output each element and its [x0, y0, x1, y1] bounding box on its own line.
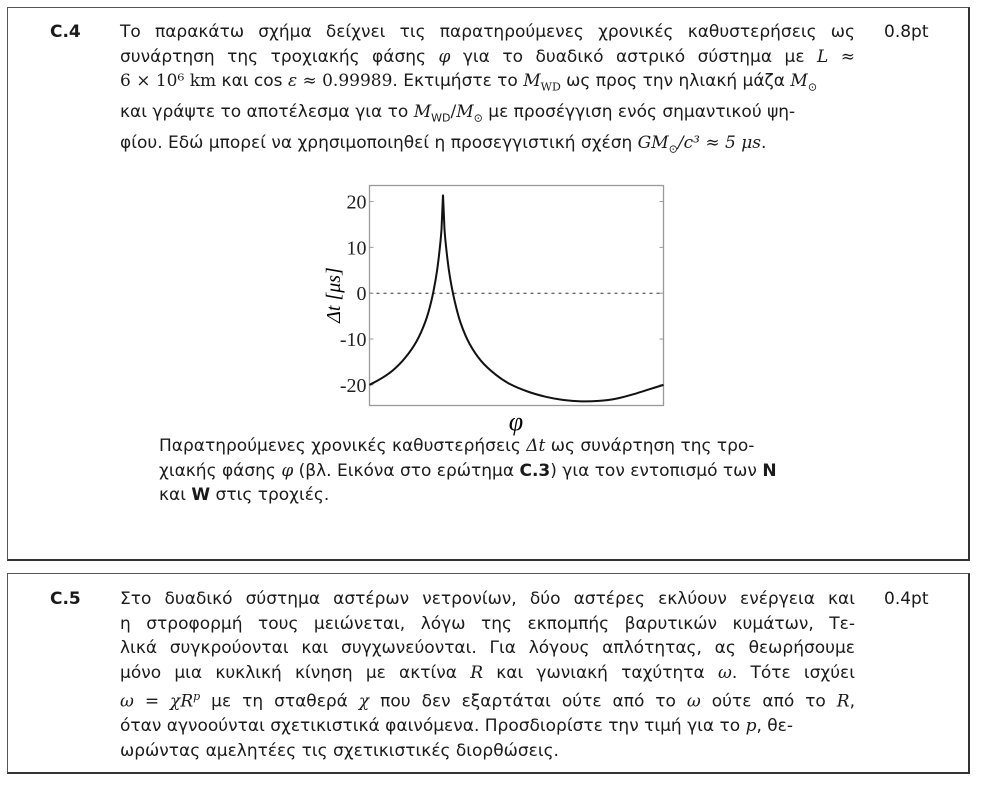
text-span: Στο δυαδικό σύστημα αστέρων νετρονίων, δύο αστέρες εκλύουν ενέργεια και [120, 589, 855, 609]
text-span: στις τροχιές. [210, 485, 330, 505]
text-span: ως προς την ηλιακή μάζα [560, 71, 791, 91]
figure-caption [159, 434, 777, 508]
text-span: χιακής φάσης [159, 460, 282, 481]
caption-line [159, 483, 777, 508]
text-line [120, 739, 855, 764]
math-L: L ≈ [817, 46, 856, 67]
math-distance: 6 × 10⁶ km [120, 71, 217, 91]
math-chi: χ [358, 691, 370, 712]
text-span: . Εκτιμήστε το [392, 71, 524, 91]
y-axis-label: Δt [μs] [323, 267, 345, 323]
math-phi: φ [438, 46, 451, 67]
math-exponent-p: p [193, 690, 201, 703]
text-line [120, 685, 855, 714]
text-span: και γράψτε το αποτέλεσμα για το [120, 101, 414, 122]
text-line [120, 636, 855, 661]
text-span: μόνο μια κυκλική κίνηση με ακτίνα [120, 662, 471, 683]
y-tick-label: 10 [346, 237, 367, 260]
text-span: με τη σταθερά [200, 691, 359, 712]
math-phi: φ [281, 460, 294, 481]
text-span: , [849, 691, 856, 712]
label-W: W [191, 485, 211, 505]
math-sun-symbol: ⊙ [807, 80, 818, 94]
text-span: που δεν εξαρτάται ούτε από το [369, 691, 687, 712]
text-span: όταν αγνοούνται σχετικιστικά φαινόμενα. Προσδιορίστε την τιμή για το [120, 716, 746, 737]
text-span: και cos [216, 71, 288, 91]
text-span: φίου. Εδώ μπορεί να χρησιμοποιηθεί η προσεγγιστική σχέση [120, 132, 638, 153]
math-sun-symbol: ⊙ [668, 142, 678, 156]
text-span: (βλ. Εικόνα στο ερώτημα [293, 460, 520, 481]
math-relation: /c³ ≈ 5 μs [677, 132, 761, 153]
math-slash: / [450, 101, 457, 122]
question-points: 0.8pt [884, 22, 929, 42]
text-span: ) για τον εντοπισμό των [550, 460, 763, 481]
text-span: Το παρακάτω σχήμα δείχνει τις παρατηρούμενες χρονικές καθυστερήσεις ως [120, 22, 855, 42]
label-N: N [762, 460, 777, 481]
caption-line [159, 434, 777, 459]
text-span: συνάρτηση της τροχιακής φάσης [120, 46, 439, 67]
text-line [120, 20, 855, 45]
caption-line [159, 459, 777, 484]
y-tick-label: -20 [339, 374, 367, 397]
math-subscript: WD [431, 111, 451, 125]
text-span: και γωνιακή ταχύτητα [483, 662, 718, 683]
text-line [120, 100, 855, 131]
math-sun-symbol: ⊙ [473, 111, 483, 125]
text-line [120, 69, 855, 100]
math-omega: ω [717, 662, 732, 683]
math-delta-t: Δt [526, 436, 546, 456]
text-span: ούτε από το [700, 691, 837, 712]
text-span: η στροφορμή τους μειώνεται, λόγω της εκπομπής βαρυτικών κυμάτων, Τε- [120, 613, 855, 634]
text-span: και [159, 485, 192, 505]
question-c5-text [120, 587, 855, 763]
text-span: με προσέγγιση ενός σημαντικού ψη- [482, 101, 796, 122]
text-line [120, 661, 855, 686]
math-M: M [790, 71, 808, 91]
math-value: ≈ 0.99989 [297, 71, 393, 91]
text-span: . [761, 132, 767, 153]
x-axis-label: φ [508, 407, 524, 436]
math-R: R [836, 691, 850, 712]
math-epsilon: ε [287, 71, 298, 91]
math-R: R [470, 662, 483, 683]
text-span: ως συνάρτηση της τρο- [545, 436, 755, 456]
math-equation: ω = χR [120, 691, 194, 712]
text-line [120, 612, 855, 637]
math-subscript: WD [540, 80, 561, 94]
question-id: C.4 [50, 22, 81, 42]
y-tick-label: 20 [346, 191, 367, 214]
question-reference: C.3 [519, 460, 551, 481]
text-line [120, 131, 855, 162]
text-span: για το δυαδικό αστρικό σύστημα με [450, 46, 817, 67]
question-points: 0.4pt [884, 589, 929, 609]
math-M: M [413, 101, 432, 122]
text-span: Παρατηρούμενες χρονικές καθυστερήσεις [159, 436, 527, 456]
question-c4-text [120, 20, 855, 162]
text-line [120, 587, 855, 612]
text-span: λικά συγκρούονται και συγχωνεύονται. Για λόγους απλότητας, ας θεωρήσουμε [120, 638, 855, 658]
text-span: . Τότε ισχύει [731, 662, 856, 683]
text-span: , θε- [756, 716, 793, 737]
y-tick-label: 0 [356, 283, 367, 306]
y-tick-label: -10 [339, 329, 367, 352]
text-line [120, 714, 855, 739]
math-p: p [745, 716, 757, 737]
text-line [120, 45, 855, 70]
math-M: M [456, 101, 474, 122]
math-omega: ω [686, 691, 701, 712]
math-GM: GM [637, 132, 669, 153]
text-span: ωρώντας αμελητέες τις σχετικιστικές διορθώσεις. [120, 740, 559, 761]
math-M: M [523, 71, 541, 91]
question-id: C.5 [50, 589, 81, 609]
